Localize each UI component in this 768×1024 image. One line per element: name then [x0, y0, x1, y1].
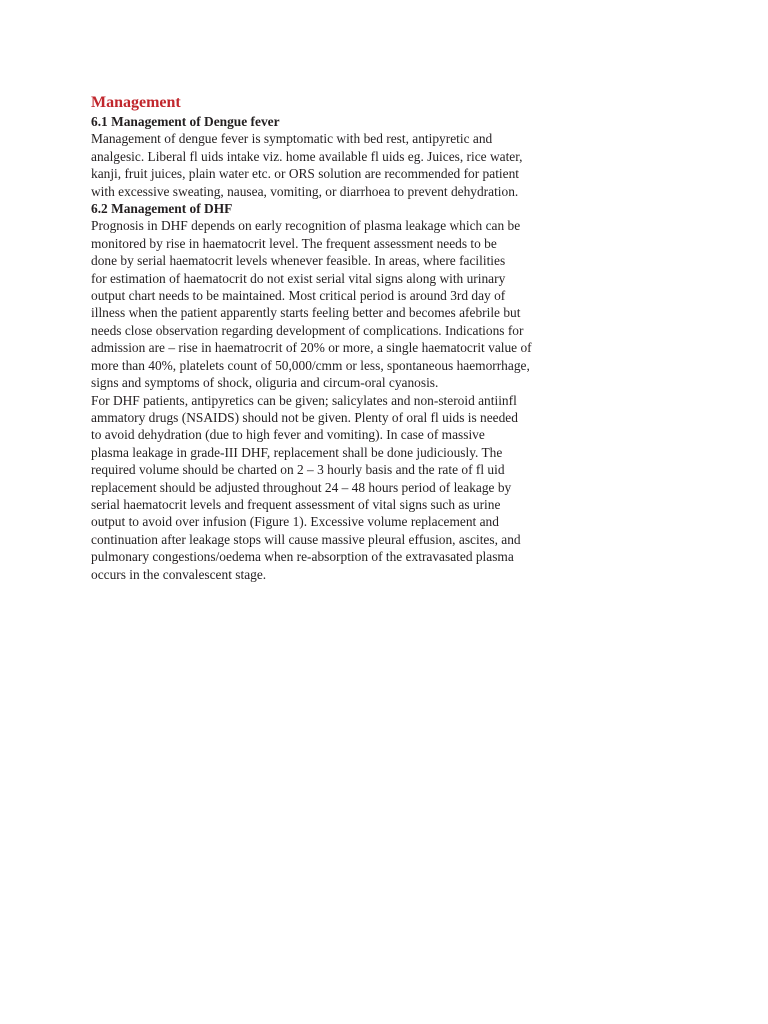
paragraph-line: admission are – rise in haematrocrit of 20% or more, a single haematocrit value of — [91, 340, 532, 356]
paragraph-line: monitored by rise in haematocrit level. The frequent assessment needs to be — [91, 235, 497, 251]
paragraph-line: plasma leakage in grade-III DHF, replacement shall be done judiciously. The — [91, 444, 503, 460]
paragraph-line: For DHF patients, antipyretics can be given; salicylates and non-steroid antiinfl — [91, 392, 517, 408]
paragraph-line: pulmonary congestions/oedema when re-absorption of the extravasated plasma — [91, 549, 514, 565]
paragraph-line: analgesic. Liberal fl uids intake viz. home available fl uids eg. Juices, rice water, — [91, 148, 523, 164]
section-heading-dhf: 6.2 Management of DHF — [91, 201, 233, 217]
paragraph-line: needs close observation regarding development of complications. Indications for — [91, 322, 524, 338]
paragraph-line: kanji, fruit juices, plain water etc. or ORS solution are recommended for patient — [91, 166, 519, 182]
paragraph-line: occurs in the convalescent stage. — [91, 566, 267, 582]
paragraph-line: Management of dengue fever is symptomatic with bed rest, antipyretic and — [91, 131, 493, 147]
paragraph-line: replacement should be adjusted throughout 24 – 48 hours period of leakage by — [91, 479, 512, 495]
paragraph-line: to avoid dehydration (due to high fever and vomiting). In case of massive — [91, 427, 485, 443]
paragraph-line: output chart needs to be maintained. Most critical period is around 3rd day of — [91, 288, 506, 304]
paragraph-line: serial haematocrit levels and frequent assessment of vital signs such as urine — [91, 496, 501, 512]
paragraph-line: signs and symptoms of shock, oliguria and circum-oral cyanosis. — [91, 375, 439, 391]
paragraph-line: done by serial haematocrit levels whenever feasible. In areas, where facilities — [91, 253, 506, 269]
paragraph-line: with excessive sweating, nausea, vomiting, or diarrhoea to prevent dehydration. — [91, 183, 519, 199]
paragraph-line: required volume should be charted on 2 – 3 hourly basis and the rate of fl uid — [91, 462, 505, 478]
paragraph-line: Prognosis in DHF depends on early recognition of plasma leakage which can be — [91, 218, 521, 234]
paragraph-line: output to avoid over infusion (Figure 1). Excessive volume replacement and — [91, 514, 499, 530]
paragraph-line: more than 40%, platelets count of 50,000/cmm or less, spontaneous haemorrhage, — [91, 357, 530, 373]
section-body-dengue-fever — [91, 130, 581, 200]
paragraph-line: ammatory drugs (NSAIDS) should not be given. Plenty of oral fl uids is needed — [91, 409, 518, 425]
document-page — [91, 93, 581, 583]
paragraph-line: illness when the patient apparently starts feeling better and becomes afebrile but — [91, 305, 521, 321]
section-heading-dengue-fever: 6.1 Management of Dengue fever — [91, 114, 280, 129]
paragraph-line: for estimation of haematocrit do not exist serial vital signs along with urinary — [91, 270, 506, 286]
page-title: Management — [91, 94, 181, 111]
paragraph-line: continuation after leakage stops will cause massive pleural effusion, ascites, and — [91, 531, 521, 547]
section-body-dhf — [91, 217, 581, 583]
